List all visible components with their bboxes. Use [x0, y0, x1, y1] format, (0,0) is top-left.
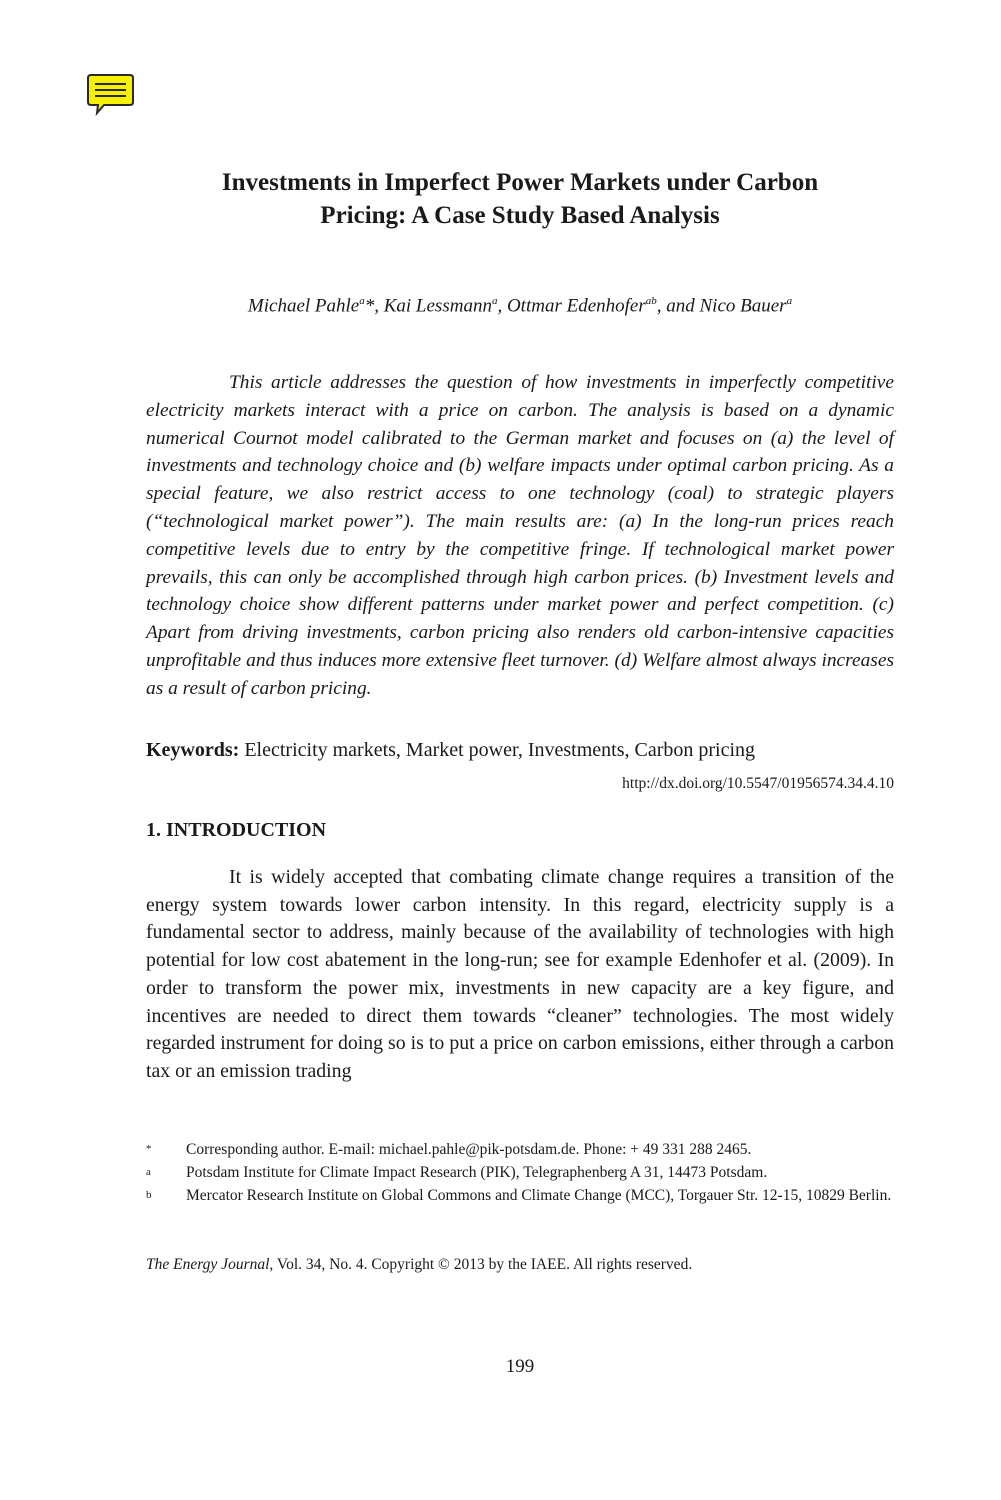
paper-title — [120, 166, 920, 232]
footnote — [146, 1138, 894, 1161]
title-line-1: Investments in Imperfect Power Markets under Carbon — [221, 169, 819, 196]
doi-link[interactable]: http://dx.doi.org/10.5547/01956574.34.4.10 — [622, 775, 894, 792]
abstract: This article addresses the question of how investments in imperfectly competitive electricity markets interact with a price on carbon. The analysis is based on a dynamic numerical Cournot model calibrated to the German market and focuses on (a) the level of investments and technology choice and (b) welfare impacts under optimal carbon pricing. As a special feature, we also restrict access to one technology (coal) to strategic players (“technological market power”). The main results are: (a) In the long-run prices reach competitive levels due to entry by the competitive fringe. If technological market power prevails, this can only be accomplished through high carbon prices. (b) Investment levels and technology choice show different patterns under market power and perfect competition. (c) Apart from driving investments, carbon pricing also renders old carbon-intensive capacities unprofitable and thus induces more extensive fleet turnover. (d) Welfare almost always increases as a result of carbon pricing. — [146, 372, 894, 699]
author-name: Michael Pahle — [247, 295, 360, 317]
author-name: Ottmar Edenhofer — [506, 295, 646, 317]
keywords — [146, 736, 894, 764]
footnote-text: Mercator Research Institute on Global Commons and Climate Change (MCC), Torgauer Str. 12-15, 10829 Berlin. — [186, 1187, 892, 1204]
footnote-mark: * — [146, 1143, 152, 1155]
footnote-text: Corresponding author. E-mail: michael.pahle@pik-potsdam.de. Phone: + 49 331 288 2465. — [186, 1141, 752, 1158]
page-number: 199 — [505, 1356, 535, 1377]
title-line-2: Pricing: A Case Study Based Analysis — [320, 202, 720, 229]
author-name: Kai Lessmann — [383, 295, 492, 317]
journal-citation — [146, 1254, 894, 1276]
section-heading: 1. INTRODUCTION — [146, 819, 327, 841]
footnote-text: Potsdam Institute for Climate Impact Research (PIK), Telegraphenberg A 31, 14473 Potsdam. — [186, 1164, 768, 1181]
author-separator: *, — [364, 295, 384, 317]
author-affiliation: a — [491, 295, 498, 307]
journal-details: , Vol. 34, No. 4. Copyright © 2013 by the IAEE. All rights reserved. — [269, 1256, 693, 1273]
keywords-label: Keywords: — [146, 739, 240, 761]
intro-paragraph: It is widely accepted that combating climate change requires a transition of the energy system towards lower carbon intensity. In this regard, electricity supply is a fundamental sector to address, mainly because of the availability of technologies with high potential for low cost abatement in the long-run; see for example Edenhofer et al. (2009). In order to transform the power mix, investments in new capacity are a key figure, and incentives are needed to direct them towards “cleaner” technologies. The most widely regarded instrument for doing so is to put a price on carbon emissions, either through a carbon tax or an emission trading — [146, 866, 894, 1082]
author-affiliation: a — [359, 295, 365, 307]
footnote — [146, 1161, 894, 1184]
author-separator: , and — [656, 295, 700, 317]
keywords-text: Electricity markets, Market power, Investments, Carbon pricing — [239, 739, 756, 761]
comment-note-icon[interactable] — [86, 72, 136, 116]
author-list — [120, 287, 920, 320]
author-affiliation: a — [786, 295, 793, 307]
footnote-mark: a — [146, 1166, 151, 1178]
footnote-mark: b — [146, 1189, 152, 1201]
footnote — [146, 1184, 894, 1207]
author-separator: , — [497, 295, 507, 317]
author-name: Nico Bauer — [699, 295, 787, 317]
footnotes — [146, 1138, 894, 1207]
author-affiliation: ab — [645, 295, 657, 307]
journal-name: The Energy Journal — [146, 1256, 270, 1273]
